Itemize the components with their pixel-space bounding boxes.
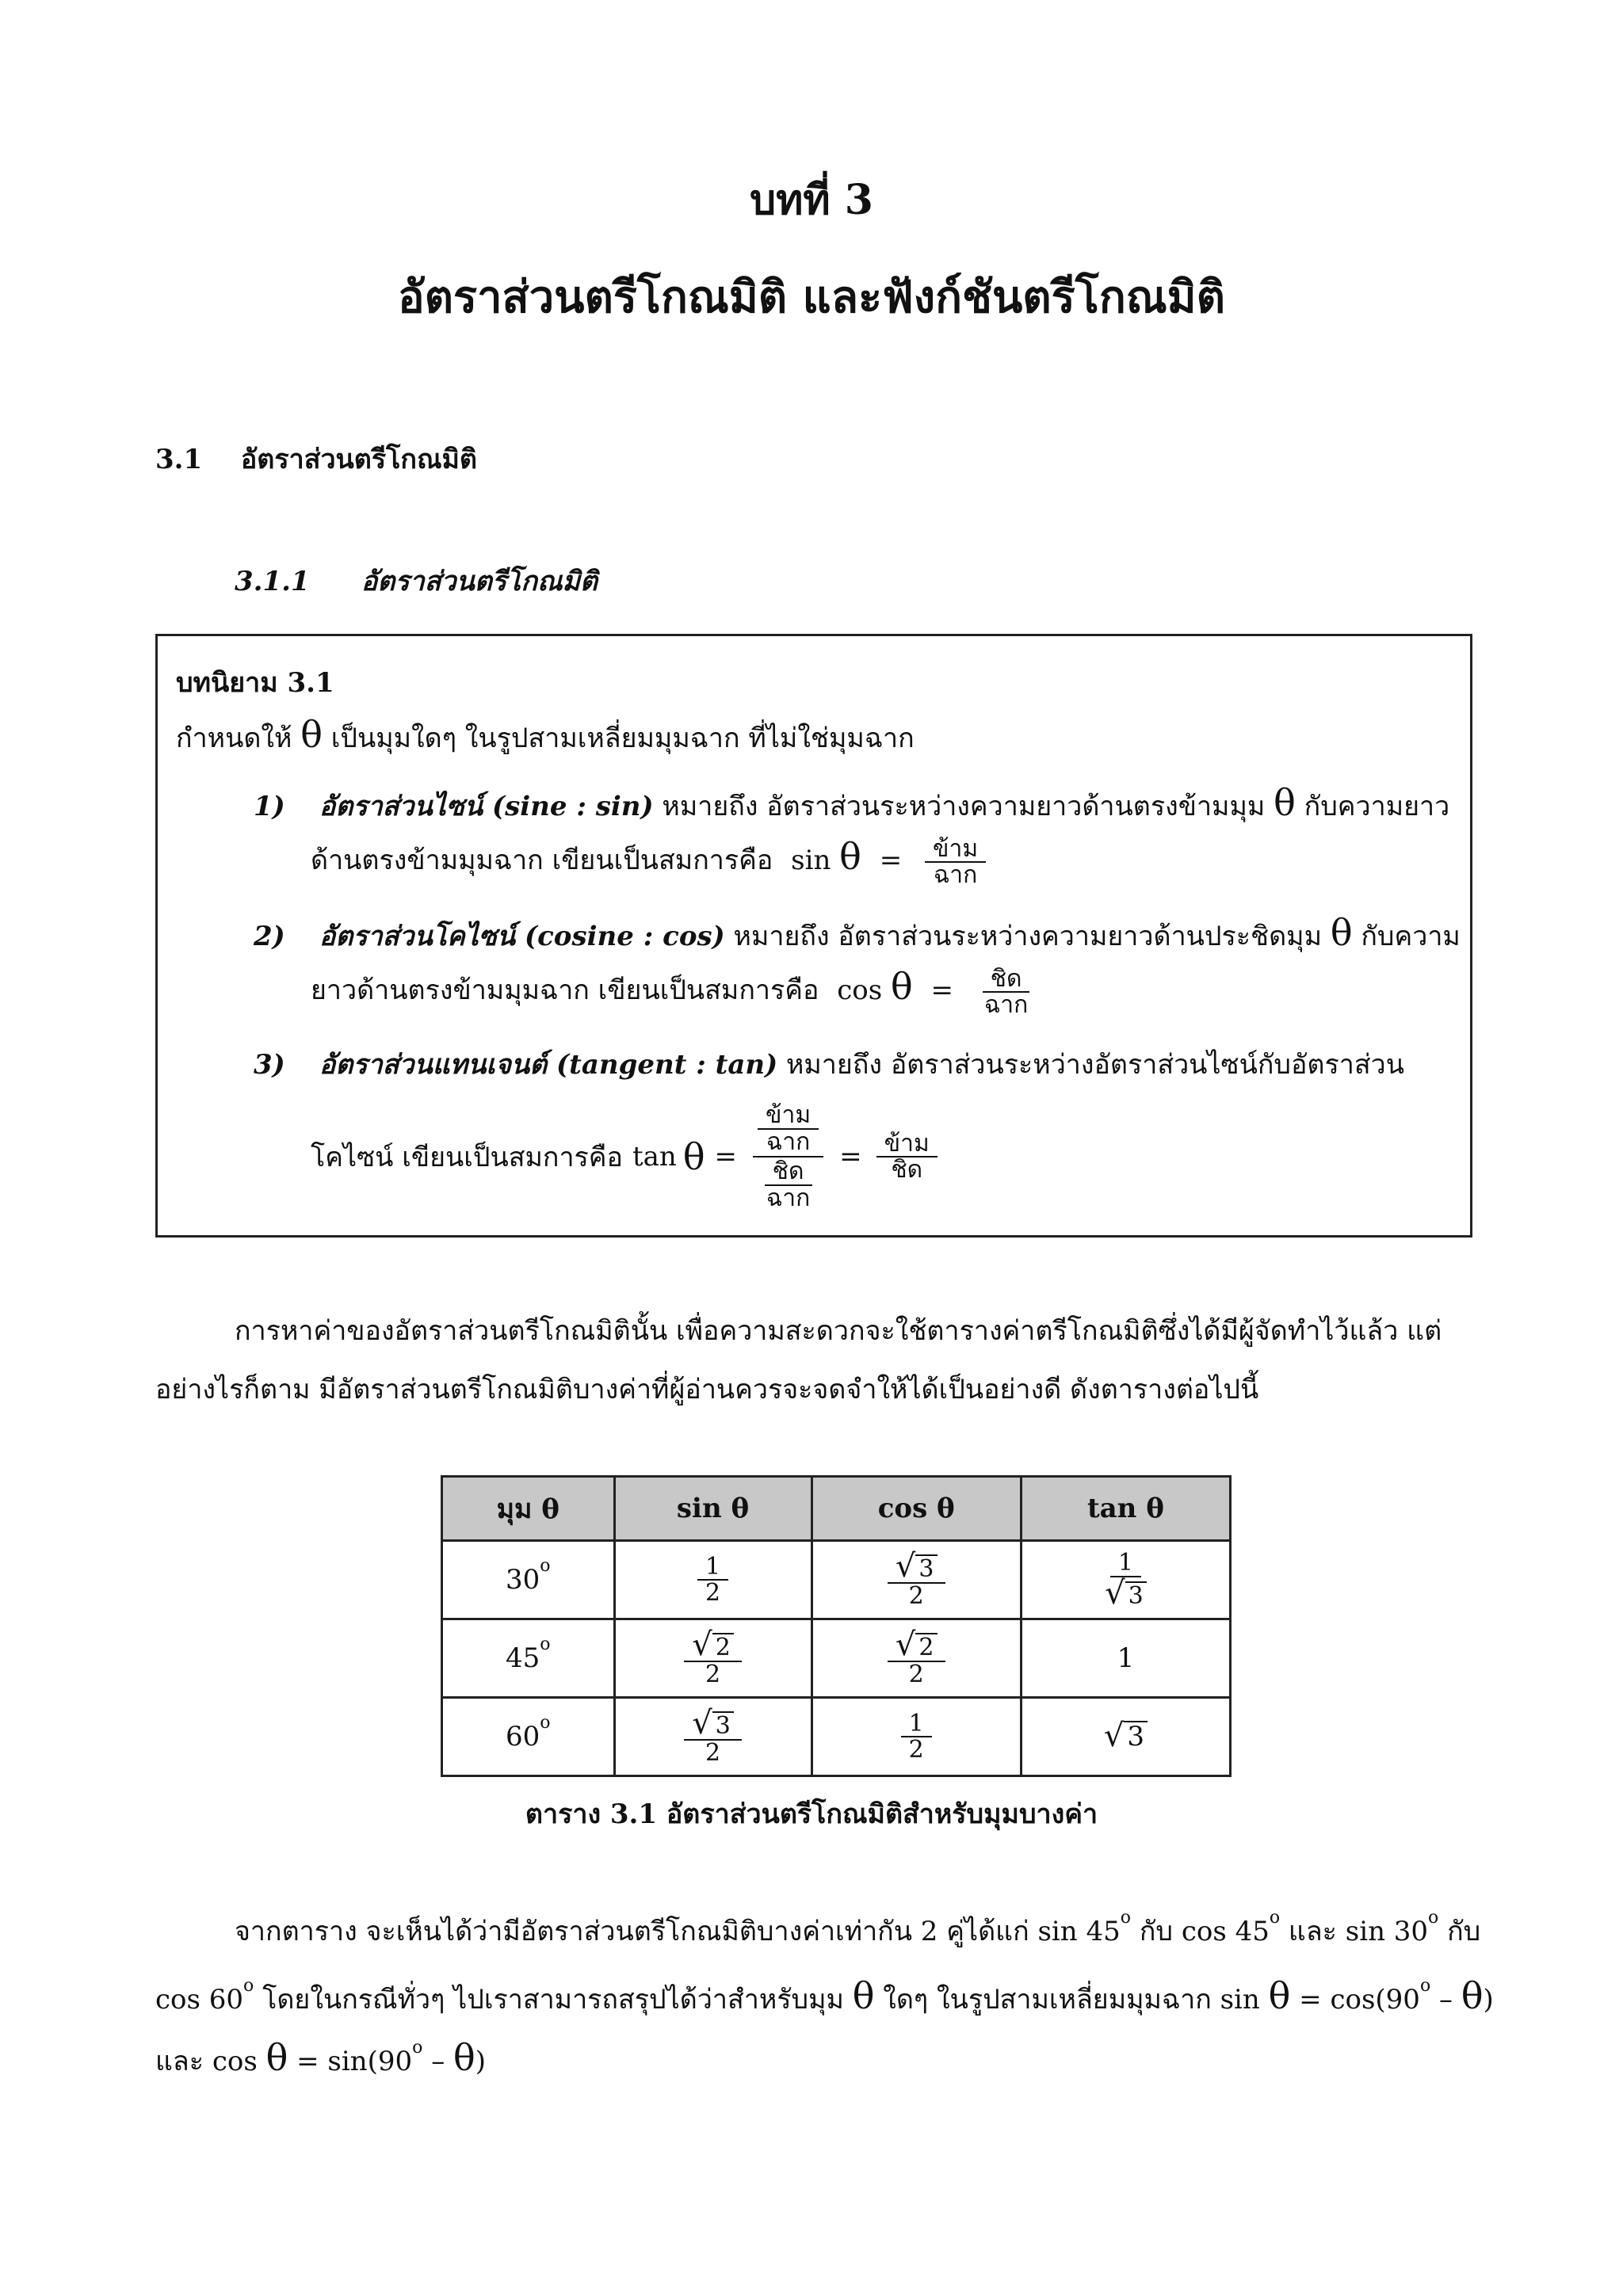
item-number: 1) — [254, 791, 285, 822]
header-angle: มุม θ — [442, 1477, 615, 1541]
item-desc-b: กับความ — [1361, 921, 1461, 952]
theta-symbol: θ — [852, 1974, 875, 2017]
function-name: cos — [837, 974, 883, 1006]
definition-item-1-line-2 — [311, 835, 991, 888]
cell-sin: √ 3 2 — [614, 1698, 812, 1776]
fraction-numerator: ข้าม — [925, 837, 986, 864]
trig-values-table — [441, 1475, 1232, 1777]
cell-cos: $\frac{1}{2}$ — [812, 1698, 1021, 1776]
paragraph-2-line-3: และ $\cos \theta = \sin(90^o - \theta)$ — [155, 2036, 486, 2079]
function-name: tan — [632, 1141, 677, 1173]
item-name: อัตราส่วนโคไซน์ (cosine : cos) — [319, 921, 725, 952]
theta-symbol: θ — [453, 2036, 475, 2079]
ratio-fraction — [925, 834, 986, 889]
theta-symbol: θ — [891, 965, 913, 1008]
equals-sign: = — [879, 845, 903, 876]
fraction-numerator: ข้าม — [876, 1131, 938, 1158]
subsection-number: 3.1.1 — [235, 566, 310, 597]
header-sin: sin θ — [614, 1477, 812, 1541]
fraction-numerator: ชิด — [983, 967, 1030, 994]
item-desc-a: หมายถึง อัตราส่วนระหว่างความยาวด้านตรงข้ามมุม — [662, 791, 1266, 822]
definition-heading: บทนิยาม 3.1 — [176, 667, 334, 699]
intro-text-a: กำหนดให้ — [176, 723, 292, 754]
cell-sin: $\frac{1}{2}$ — [614, 1541, 812, 1619]
intro-text-b: เป็นมุมใดๆ ในรูปสามเหลี่ยมมุมฉาก ที่ไม่ใช่มุมฉาก — [330, 723, 915, 754]
fraction-denominator: ชิด — [891, 1156, 923, 1184]
cell-tan: 1 — [1021, 1619, 1230, 1698]
item-desc-a: หมายถึง อัตราส่วนระหว่างอัตราส่วนไซน์กับอัตราส่วน — [785, 1049, 1404, 1081]
theta-symbol: θ — [1461, 1974, 1484, 2017]
item-line-2: โคไซน์ เขียนเป็นสมการคือ — [311, 1142, 623, 1173]
section-number: 3.1 — [155, 444, 203, 475]
paragraph-2-line-2: cos 60$^o$ โดยในกรณีทั่วๆ ไปเราสามารถสรุปได้ว่าสำหรับมุม θ ใดๆ ในรูปสามเหลี่ยมมุมฉาก $\sin \theta = \cos(90^o - \theta)$ — [155, 1974, 1494, 2017]
ratio-fraction — [876, 1131, 938, 1183]
fraction-denominator: ฉาก — [983, 991, 1029, 1019]
paragraph-1-line-2: อย่างไรก็ตาม มีอัตราส่วนตรีโกณมิติบางค่าที่ผู้อ่านควรจะจดจำให้ได้เป็นอย่างดี ดังตารางต่อไปนี้ — [155, 1374, 1259, 1405]
definition-item-2-line-2 — [311, 965, 1041, 1018]
chapter-title: บทที่ 3 — [750, 176, 873, 224]
item-name: อัตราส่วนไซน์ (sine : sin) — [319, 791, 654, 822]
fraction-denominator: ฉาก — [933, 861, 978, 889]
cell-cos: √ 2 2 — [812, 1619, 1021, 1698]
theta-symbol: θ — [682, 1135, 705, 1178]
ratio-fraction — [976, 964, 1036, 1019]
definition-item-1-line-1 — [254, 781, 1449, 827]
section-title: อัตราส่วนตรีโกณมิติ — [240, 444, 478, 475]
fraction-denominator: ฉาก — [766, 1127, 811, 1156]
equals-sign: = — [930, 974, 954, 1006]
fraction-numerator: ข้าม — [758, 1103, 819, 1130]
sin-ratio-fraction — [758, 1103, 819, 1154]
function-name: sin — [791, 845, 831, 876]
compound-fraction — [753, 1103, 823, 1211]
paragraph-1-line-1: การหาค่าของอัตราส่วนตรีโกณมิตินั้น เพื่อความสะดวกจะใช้ตารางค่าตรีโกณมิติซึ่งได้มีผู้จัดทำไว้แล้ว แต่ — [235, 1315, 1442, 1347]
cell-angle: 45$^o$ — [442, 1619, 615, 1698]
theta-symbol: θ — [1268, 1974, 1291, 2017]
cell-sin: √ 2 2 — [614, 1619, 812, 1698]
cell-tan: √ 3 — [1021, 1698, 1230, 1776]
item-desc-a: หมายถึง อัตราส่วนระหว่างความยาวด้านประชิดมุม — [733, 921, 1322, 952]
theta-symbol: θ — [265, 2036, 288, 2079]
paragraph-2-line-1: จากตาราง จะเห็นได้ว่ามีอัตราส่วนตรีโกณมิติบางค่าเท่ากัน 2 คู่ได้แก่ sin 45$^o$ กับ cos 45$^o$ และ sin 30$^o$ กับ — [235, 1908, 1481, 1947]
table-row — [442, 1698, 1231, 1776]
definition-item-3-line-1 — [254, 1043, 1404, 1085]
section-heading — [155, 437, 477, 480]
header-cos: cos θ — [812, 1477, 1021, 1541]
fraction-numerator: ชิด — [765, 1159, 812, 1186]
table-row — [442, 1541, 1231, 1619]
subsection-title: อัตราส่วนตรีโกณมิติ — [361, 566, 598, 597]
table-header-row — [442, 1477, 1231, 1541]
cell-angle: 60$^o$ — [442, 1698, 615, 1776]
item-desc-b: กับความยาว — [1304, 791, 1450, 822]
table-caption: ตาราง 3.1 อัตราส่วนตรีโกณมิติสำหรับมุมบางค่า — [525, 1798, 1098, 1830]
item-line-2: ด้านตรงข้ามมุมฉาก เขียนเป็นสมการคือ — [311, 845, 773, 876]
chapter-subtitle: อัตราส่วนตรีโกณมิติ และฟังก์ชันตรีโกณมิติ — [398, 271, 1225, 323]
item-line-2: ยาวด้านตรงข้ามมุมฉาก เขียนเป็นสมการคือ — [311, 974, 819, 1006]
equals-sign: = — [839, 1141, 862, 1173]
definition-item-3-line-2 — [311, 1103, 942, 1211]
item-name: อัตราส่วนแทนเจนต์ (tangent : tan) — [319, 1049, 778, 1081]
cell-cos: √ 3 2 — [812, 1541, 1021, 1619]
equals-sign: = — [714, 1141, 738, 1173]
definition-item-2-line-1 — [254, 911, 1461, 957]
subsection-heading — [235, 559, 598, 602]
definition-intro — [176, 713, 915, 759]
item-number: 2) — [254, 921, 285, 952]
theta-symbol: θ — [300, 713, 323, 756]
compound-numerator — [753, 1103, 823, 1158]
cos-ratio-fraction — [758, 1159, 818, 1211]
header-tan: tan θ — [1021, 1477, 1230, 1541]
fraction-denominator: ฉาก — [766, 1184, 811, 1212]
cell-tan: 1 √ 3 — [1021, 1541, 1230, 1619]
item-number: 3) — [254, 1049, 285, 1081]
table-row — [442, 1619, 1231, 1698]
theta-symbol: θ — [1330, 911, 1353, 954]
cell-angle: 30$^o$ — [442, 1541, 615, 1619]
theta-symbol: θ — [1274, 781, 1296, 824]
compound-denominator — [754, 1158, 823, 1211]
theta-symbol: θ — [839, 835, 861, 878]
